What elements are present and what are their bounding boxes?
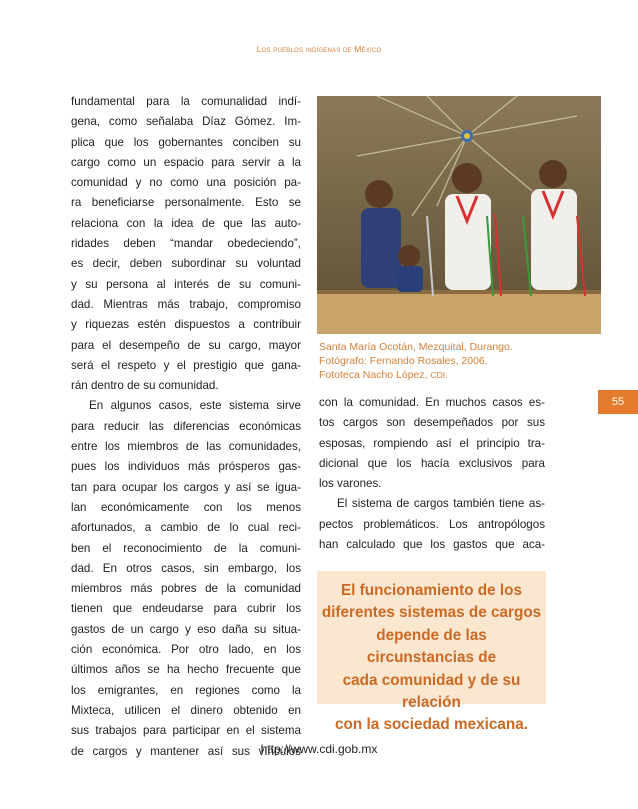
text-line: dad. Mientras más trabajo, compromiso (71, 297, 301, 311)
text-line: han calculado que los gastos que aca- (319, 538, 545, 552)
text-line: Mixteca, utilicen el dinero obtenido en (71, 703, 301, 717)
text-line: y riquezas estén dispuestos a contribuir (71, 318, 301, 332)
text-line: pectos problemáticos. Los antropólogos (319, 517, 545, 531)
text-line: ben el reconocimiento de la comuni- (71, 541, 301, 555)
text-line: los emigrantes, en regiones como la (71, 683, 301, 697)
text-line: entre los miembros de las comunidades, (71, 440, 301, 454)
text-line: dicional que los hacía exclusivos para (319, 456, 545, 470)
text-line: plica que los gobernantes conciben su (71, 135, 301, 149)
paragraph (71, 396, 301, 761)
text-line: fundamental para la comunalidad indí- (71, 95, 301, 108)
text-line: tos cargos son desempeñados por sus (319, 416, 545, 430)
paragraph (319, 494, 545, 555)
text-line: para el desempeño de su cargo, mayor (71, 338, 301, 352)
text-line: miembros más pobres de la comunidad (71, 582, 301, 596)
text-line: En algunos casos, este sistema sirve (89, 399, 301, 413)
caption-line (319, 368, 579, 382)
text-line: pues los individuos más prósperos gas- (71, 460, 301, 474)
text-line: afortunados, a cambio de lo cual reci- (71, 521, 301, 535)
text-line: tienen que endeudarse para cubrir los (71, 602, 301, 616)
text-line: y su persona al interés de su comuni- (71, 277, 301, 291)
pull-quote-line: El funcionamiento de los (340, 582, 523, 599)
caption-archive: Fototeca Nacho López, (319, 369, 428, 381)
text-line: para reducir las diferencias económicas (71, 419, 301, 433)
text-line: es decir, deben subordinar su voluntad (71, 257, 301, 271)
caption-line: Fotógrafo: Fernando Rosales, 2006. (319, 355, 488, 367)
text-line: será el respeto y el prestigio que gana- (71, 358, 301, 372)
photo-illustration (317, 96, 601, 334)
text-line: relaciona con la idea de que las auto- (71, 216, 301, 230)
text-line: comunidad y no como una posición pa- (71, 176, 301, 190)
page-number: 55 (598, 390, 638, 414)
text-line: ción económica. Por otro lado, en los (71, 643, 301, 657)
text-line: lan económicamente con los menos (71, 500, 301, 514)
left-column-text (71, 92, 301, 762)
text-line: ridades deben “mandar obedeciendo”, (71, 237, 301, 251)
text-line: tan para ocupar los cargos y así se igua- (71, 480, 301, 494)
pull-quote-line: diferentes sistemas de cargos (321, 604, 542, 622)
text-line: últimos años se ha hecho frecuente que (71, 663, 301, 677)
text-line: rán dentro de su comunidad. (71, 379, 219, 393)
photograph (317, 96, 601, 334)
text-line: El sistema de cargos también tiene as- (337, 497, 545, 511)
right-column-text (319, 393, 545, 555)
footer-url: http://www.cdi.gob.mx (260, 742, 378, 756)
text-line: con la comunidad. En muchos casos es- (319, 396, 545, 409)
running-title: Los pueblos indígenas de México (256, 44, 382, 54)
text-line: gastos de un cargo y eso daña su situa- (71, 622, 301, 636)
text-line: dad. En otros casos, sin embargo, los (71, 561, 301, 575)
paragraph (319, 393, 545, 494)
paragraph (71, 92, 301, 396)
pull-quote (317, 571, 546, 734)
text-line: sus trabajos para participar en el sistema (71, 724, 301, 738)
pull-quote-line: cada comunidad y de su relación (342, 671, 521, 712)
text-line: gena, como señalaba Díaz Gómez. Im- (71, 115, 301, 129)
text-line: ra beneficiarse personalmente. Esto se (71, 196, 301, 210)
text-line: cargo como un espacio para servir a la (71, 155, 301, 169)
pull-quote-line: depende de las circunstancias de (366, 626, 497, 667)
photo-caption (319, 340, 579, 382)
caption-line: Santa María Ocotán, Mezquital, Durango. (319, 341, 513, 353)
pull-quote-line: con la sociedad mexicana. (335, 716, 528, 734)
text-line: de cargos y mantener así sus vínculos (71, 744, 301, 758)
text-line: esposas, rompiendo así el principio tra- (319, 436, 545, 450)
text-line: los varones. (319, 477, 382, 491)
caption-archive-abbr: CDI. (430, 370, 448, 380)
